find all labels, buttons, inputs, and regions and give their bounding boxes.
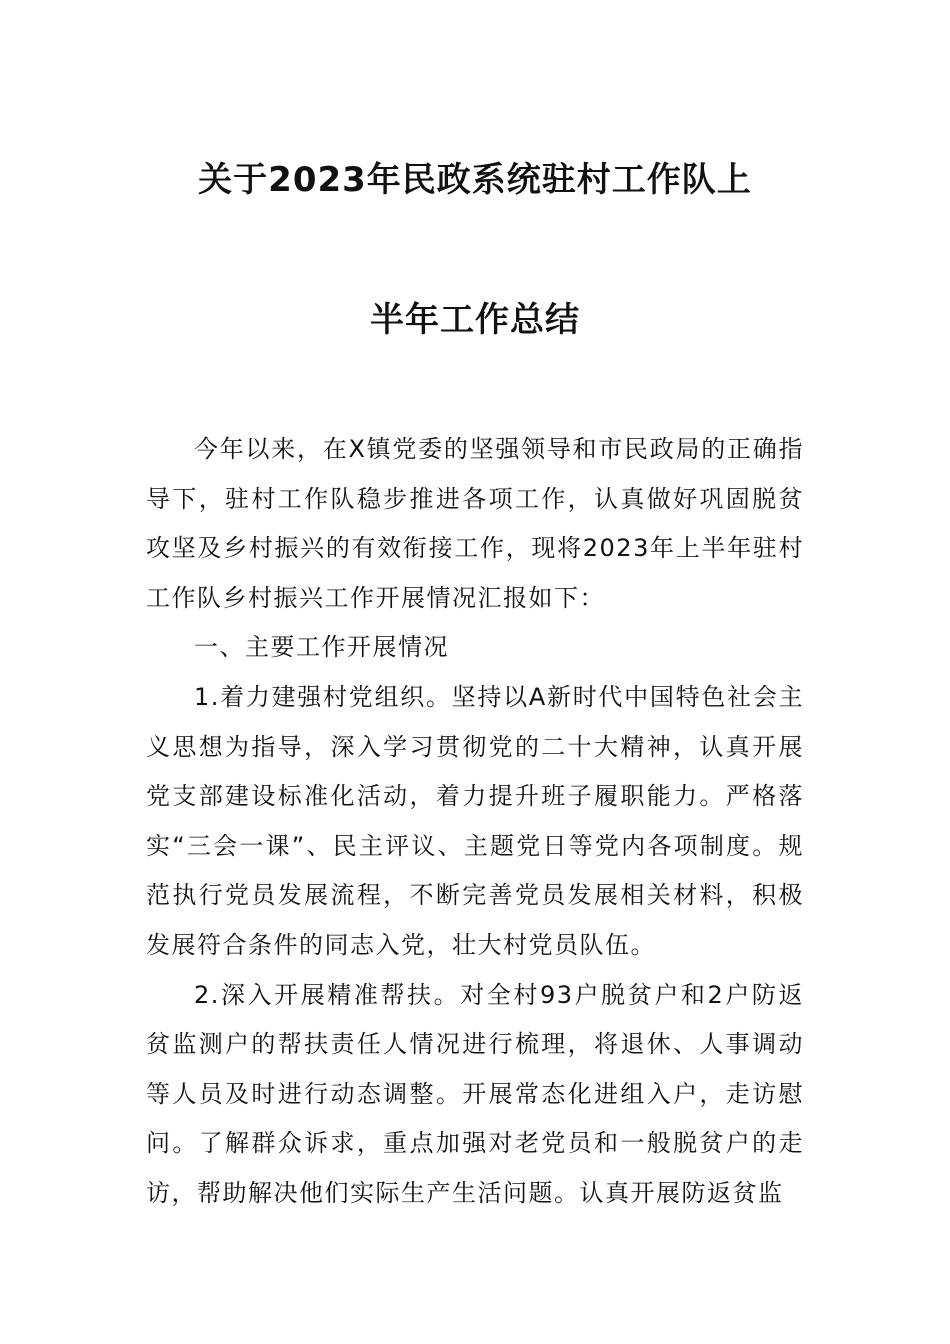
intro-paragraph: 今年以来，在X镇党委的坚强领导和市民政局的正确指导下，驻村工作队稳步推进各项工作，认真做好巩固脱贫攻坚及乡村振兴的有效衔接工作，现将2023年上半年驻村工作队乡村振兴工作开展情况汇报如下： <box>146 435 804 612</box>
section-heading-1: 一、主要工作开展情况 <box>194 633 449 662</box>
document-title-line-1: 关于2023年民政系统驻村工作队上 <box>198 160 752 200</box>
item-paragraph-2: 2.深入开展精准帮扶。对全村93户脱贫户和2户防返贫监测户的帮扶责任人情况进行梳理，将退休、人事调动等人员及时进行动态调整。开展常态化进组入户，走访慰问。了解群众诉求，重点加强对老党员和一般脱贫户的走访，帮助解决他们实际生产生活问题。认真开展防返贫监 <box>146 980 804 1207</box>
item-paragraph-1: 1.着力建强村党组织。坚持以A新时代中国特色社会主义思想为指导，深入学习贯彻党的二十大精神，认真开展党支部建设标准化活动，着力提升班子履职能力。严格落实“三会一课”、民主评议、主题党日等党内各项制度。规范执行党员发展流程，不断完善党员发展相关材料，积极发展符合条件的同志入党，壮大村党员队伍。 <box>146 682 804 959</box>
document-title-line-2: 半年工作总结 <box>370 300 580 340</box>
document-body <box>146 425 804 1219</box>
